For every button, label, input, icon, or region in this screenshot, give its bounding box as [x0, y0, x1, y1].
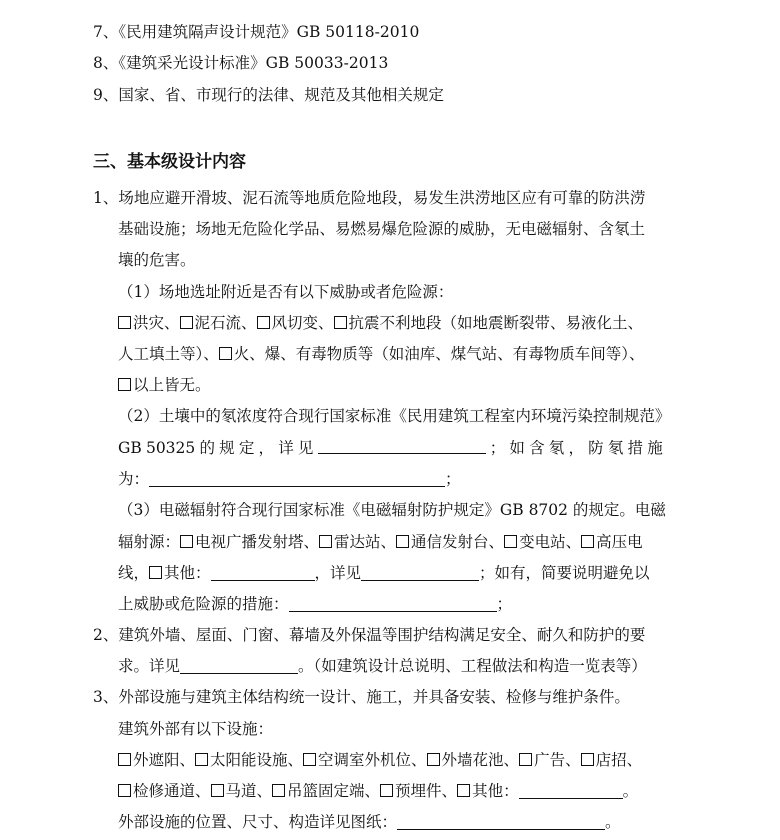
sub1-title: （1）场地选址附近是否有以下威胁或者危险源：	[118, 283, 454, 301]
fill-soil-label: 人工填土等）、	[118, 345, 219, 363]
other-facility-label: 其他：	[472, 782, 519, 800]
reference-9: 9、国家、省、市现行的法律、规范及其他相关规定	[93, 86, 444, 104]
sub1-options-line3	[118, 375, 211, 395]
catwalk-label: 马道、	[225, 782, 273, 800]
tv-tower-label: 电视广播发射塔、	[195, 533, 320, 551]
item3-options-line1	[118, 750, 642, 770]
text-char: 见	[297, 439, 314, 457]
text-char: 氡	[607, 439, 624, 457]
facility-detail-blank[interactable]	[397, 814, 605, 830]
sub2-line1: （2）土壤中的氡浓度符合现行国家标准《民用建筑工程室内环境污染控制规范》	[118, 407, 671, 425]
radiation-source-label: 辐射源：	[118, 533, 181, 551]
solar-checkbox[interactable]	[195, 753, 208, 766]
text-char: 定	[238, 439, 255, 457]
item2-line1: 2、建筑外墙、屋面、门窗、幕墙及外保温等围护结构满足安全、耐久和防护的要	[93, 626, 646, 644]
text-note: 。（如建筑设计总说明、工程做法和构造一览表等）	[298, 657, 647, 675]
shading-checkbox[interactable]	[118, 753, 131, 766]
other-source-blank[interactable]	[211, 565, 315, 581]
radon-detail-blank[interactable]	[318, 438, 486, 454]
item3-line1: 3、外部设施与建筑主体结构统一设计、施工，并具备安装、检修与维护条件。	[93, 688, 630, 706]
measures-blank[interactable]	[289, 596, 497, 612]
shading-label: 外遮阳、	[133, 751, 196, 769]
item3-line2: 建筑外部有以下设施：	[118, 720, 274, 738]
reference-7: 7、《民用建筑隔声设计规范》GB 50118-2010	[93, 23, 420, 41]
planter-checkbox[interactable]	[427, 753, 440, 766]
ac-unit-label: 空调室外机位、	[318, 751, 427, 769]
wind-shear-label: 风切变、	[271, 314, 334, 332]
seismic-label: 抗震不利地段（如地震断裂带、易液化土、	[348, 314, 644, 332]
text-gb: GB	[118, 439, 142, 457]
text-char: ，	[258, 439, 275, 457]
text-char: 详	[278, 439, 294, 457]
wind-shear-checkbox[interactable]	[257, 316, 270, 329]
text-semicolon: ；	[445, 470, 461, 488]
text-char: 的	[199, 439, 215, 457]
item1-line3: 壤的危害。	[118, 251, 196, 269]
other-facility-checkbox[interactable]	[457, 784, 470, 797]
item3-options-line2	[118, 781, 638, 801]
embedded-part-checkbox[interactable]	[380, 784, 393, 797]
planter-label: 外墙花池、	[441, 751, 520, 769]
sub1-options-line2	[118, 344, 645, 364]
other-source-label: 其他：	[164, 564, 211, 582]
signboard-label: 店招、	[595, 751, 643, 769]
sub3-line1: （3）电磁辐射符合现行国家标准《电磁辐射防护规定》GB 8702 的规定。电磁	[118, 501, 666, 519]
text-semicolon: ；	[496, 595, 513, 613]
substation-checkbox[interactable]	[504, 535, 517, 548]
text-char: 规	[219, 439, 235, 457]
none-label: 以上皆无。	[133, 376, 211, 394]
radar-label: 雷达站、	[334, 533, 397, 551]
gondola-anchor-checkbox[interactable]	[272, 784, 285, 797]
text-char: 含	[529, 439, 545, 457]
text-period: 。	[622, 782, 639, 800]
text-line: 线，	[118, 564, 150, 582]
flood-checkbox[interactable]	[118, 316, 131, 329]
flood-label: 洪灾、	[133, 314, 180, 332]
text-char: ；	[489, 439, 506, 457]
substation-label: 变电站、	[519, 533, 582, 551]
text-char: 氡	[548, 439, 565, 457]
sub3-line4	[118, 594, 512, 614]
fire-explosion-checkbox[interactable]	[219, 347, 232, 360]
advert-checkbox[interactable]	[519, 753, 532, 766]
catwalk-checkbox[interactable]	[211, 784, 224, 797]
ac-unit-checkbox[interactable]	[303, 753, 316, 766]
text-char: 施	[647, 439, 663, 457]
other-source-checkbox[interactable]	[149, 566, 162, 579]
text-char: 防	[588, 439, 604, 457]
text-wei: 为：	[118, 470, 150, 488]
debris-flow-label: 泥石流、	[194, 314, 257, 332]
maintenance-path-label: 检修通道、	[133, 782, 211, 800]
telecom-checkbox[interactable]	[396, 535, 409, 548]
radiation-detail-blank[interactable]	[361, 565, 479, 581]
gondola-anchor-label: 吊篮固定端、	[287, 782, 381, 800]
hv-line-label: 高压电	[596, 533, 643, 551]
envelope-detail-blank[interactable]	[180, 658, 298, 674]
radar-checkbox[interactable]	[319, 535, 332, 548]
maintenance-path-checkbox[interactable]	[118, 784, 131, 797]
signboard-checkbox[interactable]	[581, 753, 594, 766]
item2-line2	[118, 656, 647, 676]
tv-tower-checkbox[interactable]	[180, 535, 193, 548]
sub3-line3	[118, 563, 650, 583]
text-if-any: ；如有，简要说明避免以	[479, 564, 650, 582]
none-checkbox[interactable]	[118, 378, 131, 391]
embedded-part-label: 预埋件、	[395, 782, 458, 800]
solar-label: 太阳能设施、	[210, 751, 304, 769]
sub1-options-line1	[118, 313, 643, 333]
fire-explosion-label: 火、爆、有毒物质等（如油库、煤气站、有毒物质车间等）、	[233, 345, 645, 363]
item3-line5	[118, 812, 621, 832]
measures-label: 上威胁或危险源的措施：	[118, 595, 289, 613]
text-char: 措	[627, 439, 644, 457]
sub2-line2	[118, 438, 663, 458]
text-char: ，	[568, 439, 584, 457]
telecom-label: 通信发射台、	[411, 533, 505, 551]
facility-detail-label: 外部设施的位置、尺寸、构造详见图纸：	[118, 813, 398, 831]
text-period: 。	[605, 813, 621, 831]
other-facility-blank[interactable]	[519, 783, 623, 799]
advert-label: 广告、	[534, 751, 581, 769]
radon-measure-blank[interactable]	[149, 471, 445, 487]
debris-flow-checkbox[interactable]	[180, 316, 193, 329]
section-heading: 三、基本级设计内容	[93, 152, 246, 172]
hv-line-checkbox[interactable]	[581, 535, 594, 548]
sub2-line3	[118, 469, 461, 489]
text-50325: 50325	[145, 439, 196, 457]
text-see: ，详见	[314, 564, 362, 582]
text-char: 如	[509, 439, 525, 457]
seismic-checkbox[interactable]	[334, 316, 347, 329]
reference-8: 8、《建筑采光设计标准》GB 50033-2013	[93, 54, 389, 72]
item1-line1: 1、场地应避开滑坡、泥石流等地质危险地段，易发生洪涝地区应有可靠的防洪涝	[93, 189, 646, 207]
sub3-line2	[118, 532, 643, 552]
item1-line2: 基础设施；场地无危险化学品、易燃易爆危险源的威胁，无电磁辐射、含氡土	[118, 220, 646, 238]
text-req: 求。详见	[118, 657, 181, 675]
